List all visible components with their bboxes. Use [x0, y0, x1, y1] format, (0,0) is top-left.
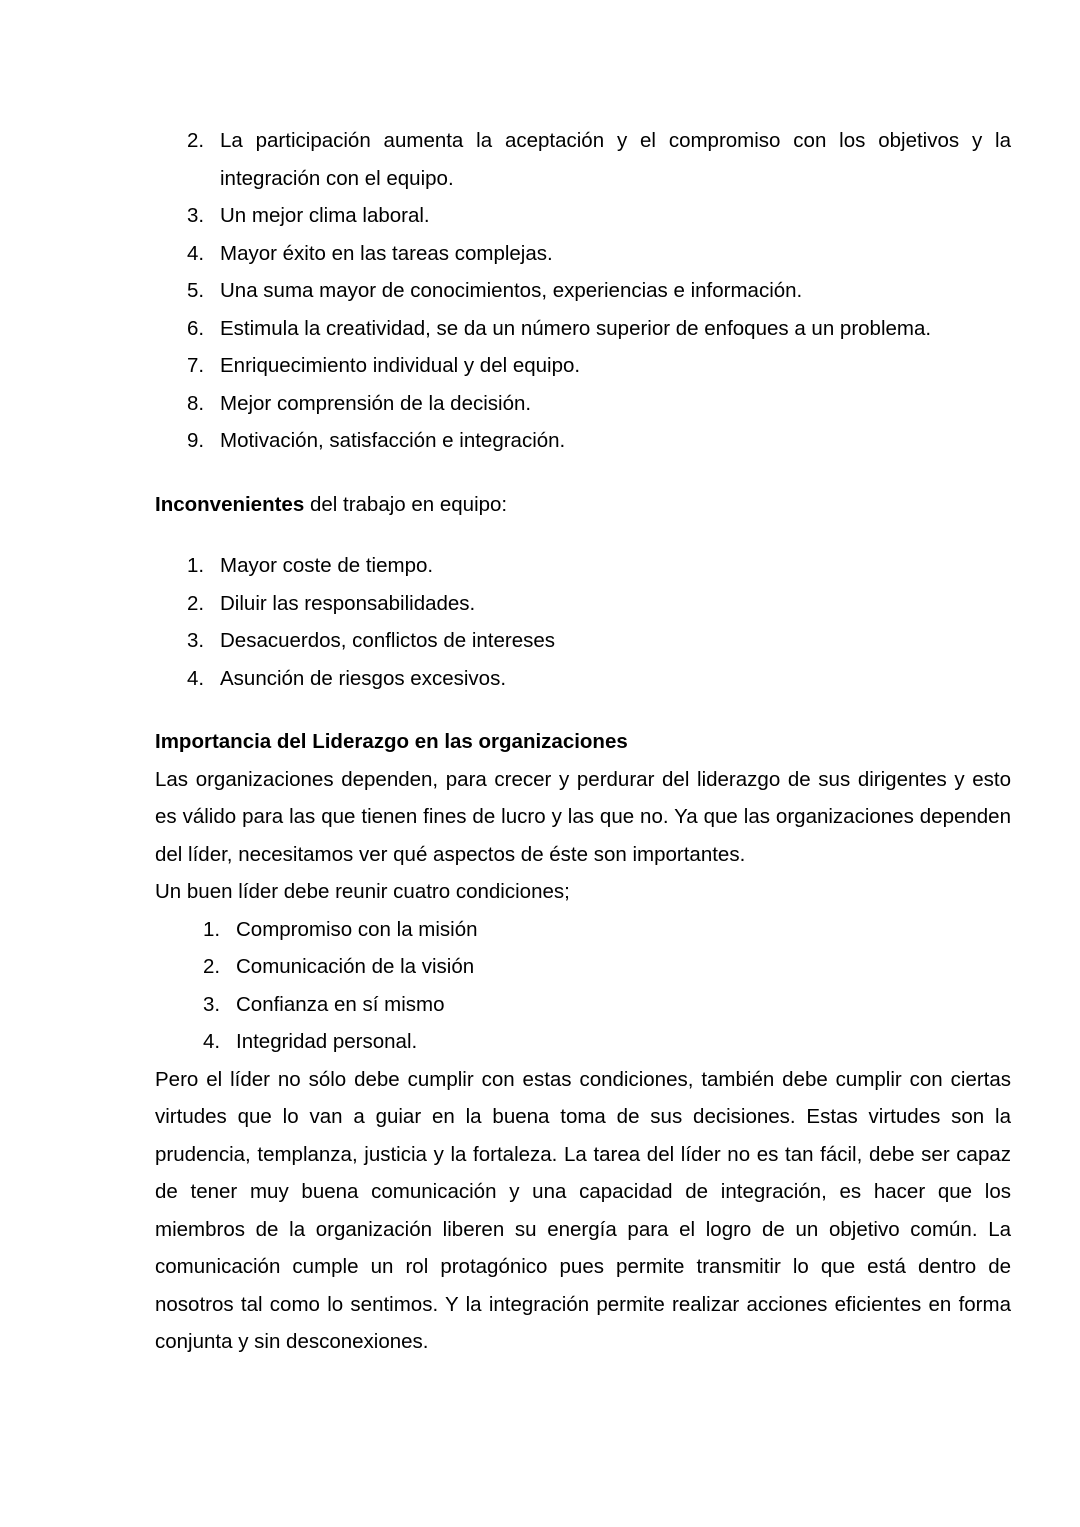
list-text: Desacuerdos, conflictos de intereses [220, 629, 556, 652]
list-number: 5. [187, 279, 205, 302]
list-item [203, 948, 1011, 986]
list-number: 7. [187, 354, 205, 377]
list-text: Mejor comprensión de la decisión. [220, 391, 532, 415]
drawbacks-heading [155, 486, 1011, 524]
list-item [187, 235, 1011, 273]
drawbacks-heading-rest: del trabajo en equipo: [304, 492, 508, 516]
list-text: Compromiso con la misión [236, 917, 478, 941]
list-item [187, 547, 1011, 585]
drawbacks-heading-bold: Inconvenientes [155, 492, 305, 516]
list-text: La participación aumenta la aceptación y el compromiso con los objetivos y la integración con el equipo. [220, 129, 1011, 190]
drawbacks-list [187, 547, 1011, 697]
list-item [203, 986, 1011, 1024]
list-number: 4. [187, 666, 205, 690]
list-item [187, 122, 1011, 197]
advantages-list [187, 122, 1011, 460]
list-item [187, 660, 1011, 698]
list-number: 3. [203, 992, 221, 1016]
list-number: 2. [187, 129, 205, 152]
list-number: 2. [203, 955, 221, 978]
list-text: Estimula la creatividad, se da un número superior de enfoques a un problema. [220, 316, 932, 340]
list-number: 8. [187, 391, 205, 415]
list-number: 6. [187, 316, 205, 340]
list-number: 3. [187, 629, 205, 652]
document-page [155, 122, 1011, 1361]
list-item [187, 272, 1011, 310]
list-item [203, 1023, 1011, 1061]
list-number: 9. [187, 429, 205, 452]
list-text: Mayor coste de tiempo. [220, 554, 434, 577]
conditions-list [203, 911, 1011, 1061]
list-number: 2. [187, 591, 205, 615]
list-number: 1. [203, 917, 221, 941]
list-item [187, 622, 1011, 660]
list-text: Un mejor clima laboral. [220, 204, 430, 227]
list-text: Asunción de riesgos excesivos. [220, 666, 507, 690]
list-text: Confianza en sí mismo [236, 992, 445, 1016]
list-text: Comunicación de la visión [236, 955, 475, 978]
list-item [187, 197, 1011, 235]
list-text: Motivación, satisfacción e integración. [220, 429, 566, 452]
leadership-title: Importancia del Liderazgo en las organizaciones [155, 730, 628, 753]
list-item [203, 911, 1011, 949]
leadership-paragraph-1: Las organizaciones dependen, para crecer y perdurar del liderazgo de sus dirigentes y esto es válido para las que tienen fines de lucro y las que no. Ya que las organizaciones dependen del líder, necesitamos ver qué aspectos de éste son importantes. [155, 767, 1011, 866]
list-item [187, 310, 1011, 348]
list-item [187, 585, 1011, 623]
list-text: Mayor éxito en las tareas complejas. [220, 241, 553, 265]
list-text: Enriquecimiento individual y del equipo. [220, 354, 581, 377]
list-item [187, 422, 1011, 460]
list-item [187, 385, 1011, 423]
list-text: Una suma mayor de conocimientos, experiencias e información. [220, 279, 803, 302]
list-number: 4. [187, 241, 205, 265]
list-number: 1. [187, 554, 205, 577]
list-item [187, 347, 1011, 385]
leadership-paragraph-2: Un buen líder debe reunir cuatro condiciones; [155, 880, 570, 903]
list-number: 4. [203, 1030, 221, 1053]
list-number: 3. [187, 204, 205, 227]
leadership-paragraph-3: Pero el líder no sólo debe cumplir con estas condiciones, también debe cumplir con ciertas virtudes que lo van a guiar en la buena toma de sus decisiones. Estas virtudes son la prudencia, templanza, justicia y la fortaleza. La tarea del líder no es tan fácil, debe ser capaz de tener muy buena comunicación y una capacidad de integración, es hacer que los miembros de la organización liberen su energía para el logro de un objetivo común. La comunicación cumple un rol protagónico pues permite transmitir lo que está dentro de nosotros tal como lo sentimos. Y la integración permite realizar acciones eficientes en forma conjunta y sin desconexiones. [155, 1067, 1011, 1353]
list-text: Integridad personal. [236, 1030, 418, 1053]
list-text: Diluir las responsabilidades. [220, 591, 476, 615]
